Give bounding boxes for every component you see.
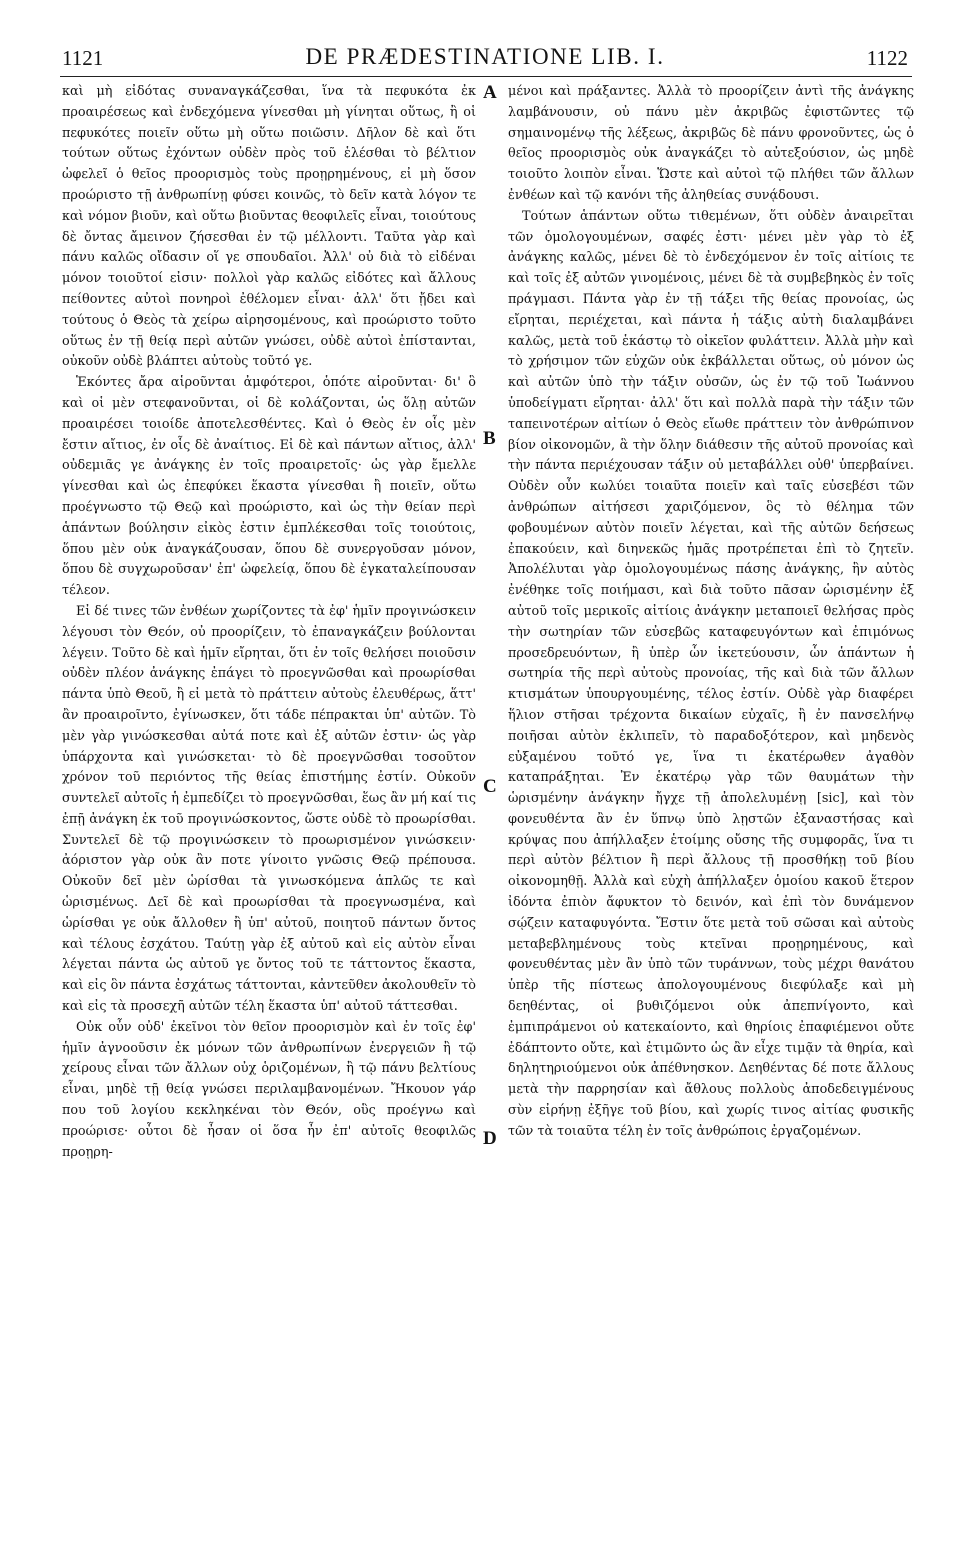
paragraph: Τούτων ἁπάντων οὕτω τιθεμένων, ὅτι οὐδὲν ἀναιρεῖται τῶν ὁμολογουμένων, σαφές ἐστι· μένει μὲν γὰρ τὸ ἐξ ἀνάγκης καλῶς, μένει δὲ τὸ ἐνδεχόμενον ἐν τοῖς αἰτίοις τε καὶ τοῖς ἐξ αὐτῶν γινομένοις, μένει δὲ τὰ συμβεβηκὸς ἐν τοῖς πράγμασι. Πάντα γὰρ ἐν τῇ τάξει τῆς θείας προνοίας, ὡς εἴρηται, περιέχεται, καὶ πάντα ἡ τάξις αὐτὴ διαλαμβάνει καλῶς, μετὰ τοῦ ἑκάστῳ τὸ οἰκεῖον φυλάττειν. Ἀλλὰ μὴν καὶ τὸ χρήσιμον τῶν εὐχῶν οὐκ ἐκβάλλεται οὕτως, οὐ μόνον ὡς καὶ αὐτῶν ὑπὸ τὴν τάξιν οὐσῶν, ὡς ἐν τῷ τοῦ Ἰωάννου ὑποδείγματι εἴρηται· ἀλλ' ὅτι καὶ πολλὰ παρὰ τὴν τάξιν τῶν ταπεινοτέρων αἰτίων ὁ Θεὸς εἴωθε πράττειν τὸν ἀνθρώπινον βίον οἰκονομῶν, ἃ τὴν ὅλην διάθεσιν τῆς αὐτοῦ προνοίας καὶ τὴν πάντα περιέχουσαν τάξιν οὐ μεταβάλλει οὐθ' ὑπερβαίνει. Οὐδὲν οὖν κωλύει τοιαῦτα ποιεῖν καὶ ταῖς εὐσεβέσι τῶν ἀνθρώπων αἰτήσεσι χαριζόμενον, ὃς τὸ θέλημα τῶν φοβουμένων αὐτὸν ποιεῖν λέγεται, καὶ τῆς αὐτῶν δεήσεως ἐπακούειν, καὶ διηνεκῶς ἡμᾶς προτρέπεται ἐπὶ τὸ ζητεῖν. Ἀπολέλυται γὰρ ὁμολογουμένως πάσης ἀνάγκης, ἣν αὐτὸς ἐνέθηκε τοῖς ποιήμασι, καὶ διὰ τοῦτο πᾶσαν ὡρισμένην ἐξ αὐτοῦ τοῖς μερικοῖς αἰτίοις ἀνάγκην μεταποιεῖ θελήσας πρὸς τὴν σωτηρίαν τῶν εὐσεβῶς καταφευγόντων καὶ ἐπιμόνως προσεδρευόντων, ἢ ὑπὲρ ὧν ἱκετεύουσιν, ὧν ἁπάντων ἡ σωτηρία τῆς περὶ αὐτοὺς προνοίας, τῆς καὶ διὰ τῶν ἄλλων κτισμάτων ὑπουργουμένης, τέλος ἐστίν. Οὐδὲ γὰρ διαφέρει ἥλιον στῆσαι τρέχοντα δικαίων εὐχαῖς, ἢ ἐν πανσελήνῳ ποιῆσαι αὐτὸν ἐκλιπεῖν, τὸ παραδοξότερον, καὶ μηδενὸς εὐξαμένου τοῦτό γε, ἵνα τι ἑκατέρωθεν ἀγαθὸν καταπράξηται. Ἐν ἑκατέρῳ γὰρ τῶν θαυμάτων τὴν ὡρισμένην ἀνάγκην ἤγχε τῇ ἀπολελυμένῃ [sic], καὶ τὸν φονευθέντα ἂν ἐν ὕπνῳ ὑπὸ λῃστῶν ἐξαναστήσας καὶ κρύψας που ἀπήλλαξεν ἑτοίμης οὔσης τῆς συμφορᾶς, ἵνα τι περὶ αὐτὸν βέλτιον ἢ περὶ ἄλλους τῇ προσθήκῃ τοῦ βίου οἰκονομηθῇ. Ἀλλὰ καὶ εὐχὴ ἀπήλλαξεν ὁμοίου κακοῦ ἕτερον ἰδόντα ἐπιὸν ἄφυκτον τὸ δεινόν, καὶ ἐπὶ τὸν δυνάμενον σῴζειν καταφυγόντα. Ἔστιν ὅτε μετὰ τοῦ σῶσαι καὶ αὐτοὺς μεταβεβλημένους τοὺς κτεῖναι προῃρημένους, καὶ φονευθέντας μὲν ἂν ὑπὸ τῶν τυράννων, τοὺς μέχρι θανάτου ὑπὲρ τῆς πίστεως ἀπολογουμένους διεφύλαξε καὶ μὴ δεηθέντας, οἱ βυθιζόμενοι οὐκ ἀπεπνίγοντο, καὶ ἐμπιπράμενοι οὐ κατεκαίοντο, καὶ θηρίοις ἐπαφιέμενοι οὔτε ἐδάπτοντο οὔτε, καὶ ἐτιμῶντο ὡς ἂν εἶχε τιμᾷν τὰ θηρία, καὶ δηλητηριούμενοι οὐκ ἀπέθνησκον. Δεηθέντας δέ ποτε ἄλλους μετὰ τὴν παρρησίαν καὶ ἄθλους πολλοὺς ἀποδεδειγμένους σὺν εἰρήνῃ ἐξῆγε τοῦ βίου, καὶ χωρίς τινος αἰτίας φυσικῆς τῶν τὰ τοιαῦτα τέλη ἐν τοῖς ἀνθρώποις ἐργαζομένων. xyxy=(508,208,914,1139)
running-header xyxy=(62,42,908,76)
section-marker-c: C xyxy=(483,776,497,797)
paragraph: Εἰ δέ τινες τῶν ἐνθέων χωρίζοντες τὰ ἐφ' ἡμῖν προγινώσκειν λέγουσι τὸν Θεόν, οὐ προορίζειν, τὸ ἐπαναγκάζειν βούλονται λέγειν. Τοῦτο δὲ καὶ ἡμῖν εἴρηται, ὅτι ἐν τοῖς θελήσει ποιοῦσιν οὐδὲν πλέον ἀνάγκης ἐπάγει τὸ προεγνῶσθαι καὶ προωρίσθαι πάντα ὑπὸ Θεοῦ, ἢ εἰ μετὰ τὸ πράττειν αὐτοὺς ἐλευθέρως, ἅττ' ἂν προαιροῖντο, ἐγίνωσκεν, ὅτι τάδε πέπρακται ὑπ' αὐτῶν. Τὸ μὲν γὰρ γινώσκεσθαι αὐτά ποτε καὶ ἐξ αὐτῶν ἐστιν· ὡς γὰρ ὑπάρχοντα καὶ γινώσκεται· τὸ δὲ προεγνῶσθαι τοσοῦτον χρόνον τοῦ περιόντος τῆς θείας ἐπιστήμης ἐστίν. Οὐκοῦν συντελεῖ αὐτοῖς ἡ ἐμπεδίζει τὸ προεγνῶσθαι, ἕως ἂν μή καί τις ἐπῇ ἀνάγκη ἐκ τοῦ προγινώσκοντος, ὥστε οὐδὲ τὸ προωρίσθαι. Συντελεῖ δὲ τῷ προγινώσκειν τὸ προωρισμένον γινώσκειν· ἀόριστον γὰρ οὐκ ἂν ποτε γίνοιτο γνῶσις Θεῷ πρέπουσα. Οὐκοῦν δεῖ μὲν ὡρίσθαι τὰ γινωσκόμενα ἁπλῶς τε καὶ ὡρισμένως. Δεῖ δὲ καὶ προωρίσθαι τὰ προεγνωσμένα, καὶ ὡρίσθαι γε οὐκ ἄλλοθεν ἢ ὑπ' αὐτοῦ, ποιητοῦ πάντων ὄντος καὶ τέλους ἐσχάτου. Ταύτῃ γὰρ ἐξ αὐτοῦ καὶ εἰς αὐτὸν εἶναι λέγεται πάντα ὡς αὐτοῦ γε ὄντος τοῦ τε τάττοντος ἕκαστα, καὶ εἰς ὃν πάντα ἐσχάτως τάττονται, κἀντεῦθεν ἀκολουθεῖν τὸ καὶ εἰς τὰ προσεχῆ αὐτῶν τέλη ἕκαστα ὑπ' αὐτοῦ τάττεσθαι. xyxy=(62,603,477,1015)
left-column xyxy=(62,82,476,1163)
section-marker-a: A xyxy=(483,82,497,103)
running-title: DE PRÆDESTINATIONE LIB. I. xyxy=(305,44,665,69)
page-number-right: 1122 xyxy=(866,46,908,70)
page-number-left: 1121 xyxy=(62,46,104,70)
paragraph: μένοι καὶ πράξαντες. Ἀλλὰ τὸ προορίζειν ἀντὶ τῆς ἀνάγκης λαμβάνουσιν, οὐ πάνυ μὲν ἀκριβῶς ἐφιστῶντες τῷ σημαινομένῳ τῆς λέξεως, ἀκριβῶς δὲ πάνυ φρονοῦντες, ὡς ὁ θεῖος προορισμὸς οὐκ ἀναγκάζει τὸ αὐτεξούσιον, ὡς μηδὲ τοιοῦτο λοιπὸν εἶναι. Ὥστε καὶ αὐτοὶ τῷ πλήθει τῶν ἄλλων ἐνθέων καὶ τῷ κανόνι τῆς ἀληθείας συνᾴδουσι. xyxy=(508,84,914,203)
section-marker-b: B xyxy=(483,428,496,449)
paragraph: καὶ μὴ εἰδότας συναναγκάζεσθαι, ἵνα τὰ πεφυκότα ἐκ προαιρέσεως καὶ ἐνδεχόμενα γίνεσθαι μὴ γίνηται οὕτως, ἢ οἱ πεφυκότες ποιεῖν οὕτω μὴ οὕτω ποιῶσιν. Δῆλον δὲ καὶ ὅτι τούτων οὕτως ἐχόντων οὐδὲν πρὸς τοῦ ἑλέσθαι τὸ βέλτιον ὠφελεῖ ὁ θεῖος προορισμὸς τοὺς προῃρημένους, εἰ μὴ ὅσον προώριστο τῇ ἀνθρωπίνῃ φύσει κοινῶς, τὸ δεῖν κατὰ λόγον τε καὶ νόμον βιοῦν, καὶ οὕτω βιοῦντας θεοφιλεῖς εἶναι, τοιούτους δὲ ὄντας ἄμεινον ζήσεσθαι ἐν τῷ μέλλοντι. Ταῦτα γὰρ καὶ πάνυ καλῶς οἴδασιν οἵ γε σπουδαῖοι. Ἀλλ' οὐ διὰ τὸ εἰδέναι μόνον τοιοῦτοί εἰσιν· πολλοὶ γὰρ καλῶς εἰδότες καὶ ἄλλους πείθοντες αὐτοὶ πονηροὶ ἐθέλομεν εἶναι· ἀλλ' ὅτι ᾔδει καὶ τούτους ὁ Θεὸς τὰ χείρω αἱρησομένους, καὶ προώριστο τοῦτο οὕτως ἐν τῇ θείᾳ περὶ αὐτῶν γνώσει, οὐδὲ αὐτοὶ ἐπίστανται, οὐκοῦν οὐδὲ βλάπτει αὐτοὺς τοῦτό γε. xyxy=(62,84,476,370)
paragraph: Οὐκ οὖν οὐδ' ἐκεῖνοι τὸν θεῖον προορισμὸν καὶ ἐν τοῖς ἐφ' ἡμῖν ἀγνοοῦσιν ἐκ μόνων τῶν ἀνθρωπίνων ἐνεργειῶν ἢ τῷ χείρους εἶναι τῶν ἄλλων οὐχ ὁριζομένων, ἢ τῷ πάνυ βελτίους εἶναι, μηδὲ τῇ θείᾳ γνώσει περιλαμβανομένων. Ἤκουον γάρ που τοῦ λογίου κεκληκέναι τὸν Θεόν, οὓς προέγνω καὶ προώρισε· οὗτοι δὲ ἦσαν οἱ ὅσα ἦν ἐπ' αὐτοῖς θεοφιλῶς προῃρη- xyxy=(62,1019,476,1160)
header-rule xyxy=(60,76,912,77)
right-column xyxy=(508,82,914,1143)
section-marker-d: D xyxy=(483,1128,497,1149)
paragraph: Ἑκόντες ἄρα αἱροῦνται ἀμφότεροι, ὁπότε αἱροῦνται· δι' ὃ καὶ οἱ μὲν στεφανοῦνται, οἱ δὲ κολάζονται, ὡς ὅλῃ αὐτῶν προαιρέσει τοιοίδε ἀποτελεσθέντες. Καὶ ὁ Θεὸς ἐν οἷς μὲν ἔστιν αἴτιος, ἐν οἷς δὲ ἀναίτιος. Εἰ δὲ καὶ πάντων αἴτιος, ἀλλ' οὐδεμιᾶς γε ἀνάγκης ἐν τοῖς προαιρετοῖς· ὡς γὰρ ἔμελλε γίνεσθαι καὶ ὡς ἐπεφύκει ἕκαστα γίνεσθαι ἢ ποιεῖν, οὕτω προέγνωστο τῷ Θεῷ καὶ προώριστο, καὶ ὡς τὴν θείαν περὶ ἁπάντων βούλησιν εἰκὸς ἐστιν ἐμπλέκεσθαι τοῖς τοιούτοις, ὅπου μὲν οὐκ ἀναγκάζουσαν, ὅπου δὲ συνεργοῦσαν μόνον, ὅπου δὲ συγχωροῦσαν' ἐπ' ὠφελείᾳ, ὅπου δὲ ἐγκαταλείπουσαν τέλεον. xyxy=(62,375,476,599)
